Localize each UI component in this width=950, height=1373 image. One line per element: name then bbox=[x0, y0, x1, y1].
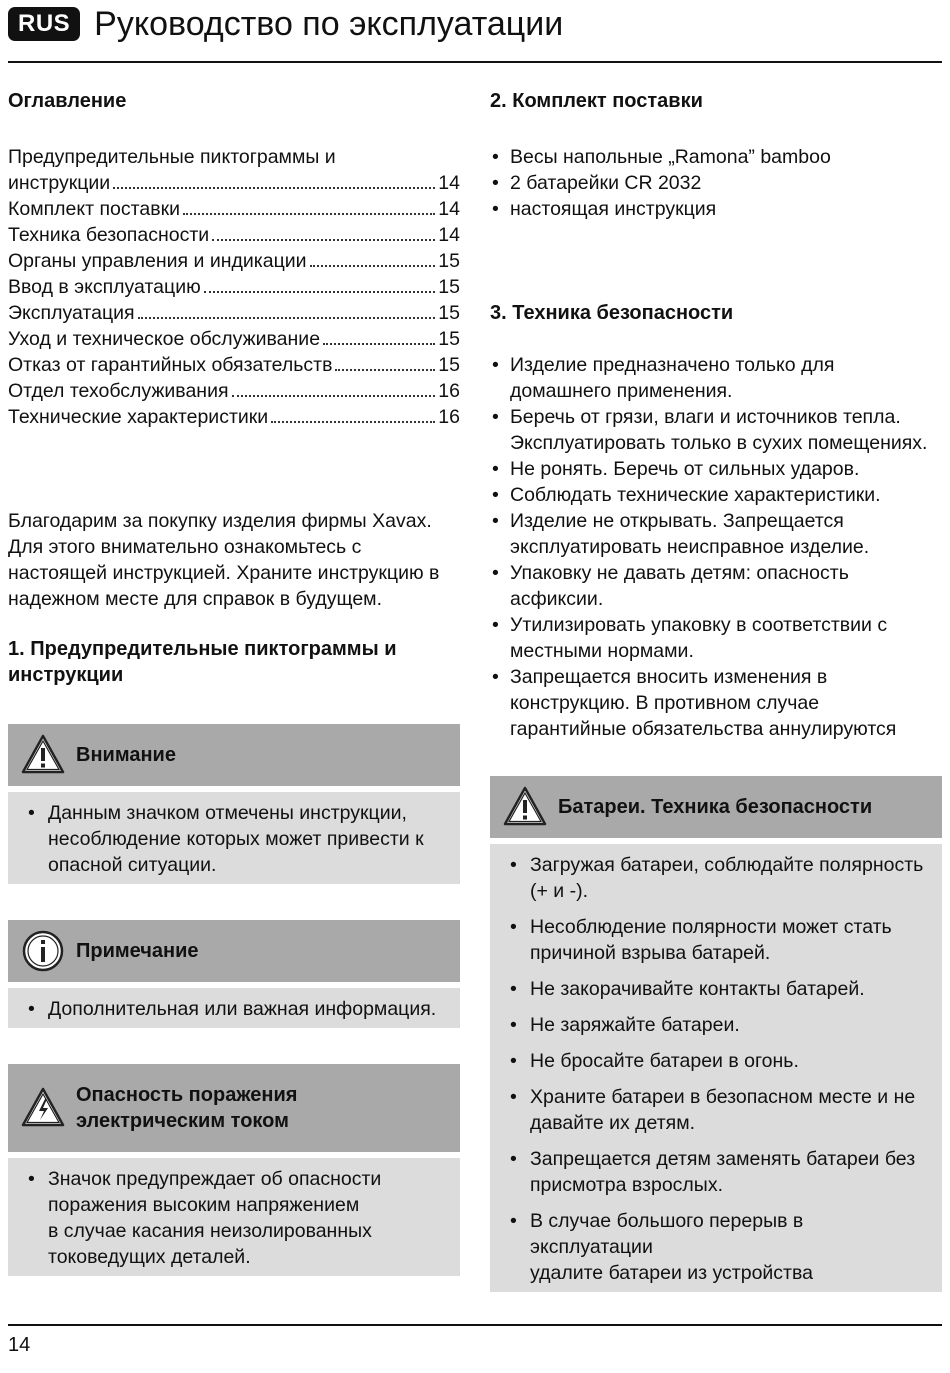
toc-item: Технические характеристики 16 bbox=[8, 406, 460, 428]
list-item: • Соблюдать технические характеристики. bbox=[490, 482, 942, 508]
electric-box-label: Опасность поражения электрическим током bbox=[76, 1084, 298, 1132]
warning-box-header bbox=[8, 724, 460, 786]
note-box-body bbox=[8, 988, 460, 1028]
toc-item: Комплект поставки 14 bbox=[8, 198, 460, 220]
toc-title: Оглавление bbox=[8, 90, 127, 112]
warning-triangle-icon bbox=[20, 732, 66, 778]
toc-item: Предупредительные пиктограммы и bbox=[8, 146, 336, 168]
list-item: • Запрещается вносить изменения в конструкцию. В противном случае гарантийные обязательства аннулируются bbox=[490, 664, 942, 742]
list-item: • В случае большого перерыв в эксплуатации удалите батареи из устройства bbox=[508, 1208, 928, 1286]
list-item: • Не ронять. Беречь от сильных ударов. bbox=[490, 456, 942, 482]
header-rule bbox=[8, 61, 942, 63]
electric-box-header bbox=[8, 1064, 460, 1152]
note-box-label: Примечание bbox=[76, 940, 199, 962]
list-item: • Весы напольные „Ramona” bamboo bbox=[490, 144, 942, 170]
list-item: • Упаковку не давать детям: опасность асфиксии. bbox=[490, 560, 942, 612]
list-item: • 2 батарейки CR 2032 bbox=[490, 170, 942, 196]
toc-item: Эксплуатация 15 bbox=[8, 302, 460, 324]
list-item: • Значок предупреждает об опасности поражения высоким напряжением в случае касания неизолированных токоведущих деталей. bbox=[26, 1166, 446, 1270]
footer-rule bbox=[8, 1324, 942, 1326]
toc-item: Техника безопасности 14 bbox=[8, 224, 460, 246]
toc-item: инструкции 14 bbox=[8, 172, 460, 194]
document-title: Руководство по эксплуатации bbox=[94, 5, 564, 43]
battery-box-header bbox=[490, 776, 942, 838]
warning-box-label: Внимание bbox=[76, 744, 176, 766]
list-item: • Изделие не открывать. Запрещается эксплуатировать неисправное изделие. bbox=[490, 508, 942, 560]
page-header bbox=[8, 4, 563, 44]
warning-triangle-icon bbox=[502, 784, 548, 830]
battery-box-label: Батареи. Техника безопасности bbox=[558, 796, 873, 818]
list-item: • Не бросайте батареи в огонь. bbox=[508, 1048, 928, 1074]
safety-list bbox=[490, 352, 942, 742]
warning-box-body bbox=[8, 792, 460, 884]
list-item: • Несоблюдение полярности может стать причиной взрыва батарей. bbox=[508, 914, 928, 966]
table-of-contents bbox=[8, 144, 460, 430]
list-item: • Дополнительная или важная информация. bbox=[26, 996, 446, 1022]
list-item: • Изделие предназначено только для домашнего применения. bbox=[490, 352, 942, 404]
electric-hazard-icon bbox=[20, 1085, 66, 1131]
toc-item: Уход и техническое обслуживание 15 bbox=[8, 328, 460, 350]
list-item: • Храните батареи в безопасном месте и не давайте их детям. bbox=[508, 1084, 928, 1136]
right-column bbox=[490, 88, 942, 1292]
note-box-header bbox=[8, 920, 460, 982]
language-badge: RUS bbox=[8, 7, 80, 41]
intro-paragraph: Благодарим за покупку изделия фирмы Xavax. Для этого внимательно ознакомьтесь с настоящей инструкцией. Храните инструкцию в надежном месте для справок в будущем. bbox=[8, 510, 440, 610]
toc-item: Ввод в эксплуатацию 15 bbox=[8, 276, 460, 298]
list-item: • Данным значком отмечены инструкции, несоблюдение которых может привести к опасной ситуации. bbox=[26, 800, 446, 878]
list-item: • Утилизировать упаковку в соответствии с местными нормами. bbox=[490, 612, 942, 664]
toc-item: Отдел техобслуживания 16 bbox=[8, 380, 460, 402]
toc-item: Органы управления и индикации 15 bbox=[8, 250, 460, 272]
list-item: • Беречь от грязи, влаги и источников тепла. Эксплуатировать только в сухих помещениях. bbox=[490, 404, 942, 456]
info-circle-icon bbox=[20, 928, 66, 974]
section-1-title: 1. Предупредительные пиктограммы и инструкции bbox=[8, 638, 397, 686]
electric-box-body bbox=[8, 1158, 460, 1276]
section-2-title: 2. Комплект поставки bbox=[490, 90, 703, 112]
section-3-title: 3. Техника безопасности bbox=[490, 302, 734, 324]
list-item: • Не заряжайте батареи. bbox=[508, 1012, 928, 1038]
delivery-list bbox=[490, 144, 942, 222]
left-column bbox=[8, 88, 460, 1276]
toc-item: Отказ от гарантийных обязательств 15 bbox=[8, 354, 460, 376]
list-item: • Запрещается детям заменять батареи без присмотра взрослых. bbox=[508, 1146, 928, 1198]
list-item: • Загружая батареи, соблюдайте полярность (+ и -). bbox=[508, 852, 928, 904]
page-number: 14 bbox=[8, 1334, 31, 1356]
list-item: • настоящая инструкция bbox=[490, 196, 942, 222]
list-item: • Не закорачивайте контакты батарей. bbox=[508, 976, 928, 1002]
battery-box-body bbox=[490, 844, 942, 1292]
